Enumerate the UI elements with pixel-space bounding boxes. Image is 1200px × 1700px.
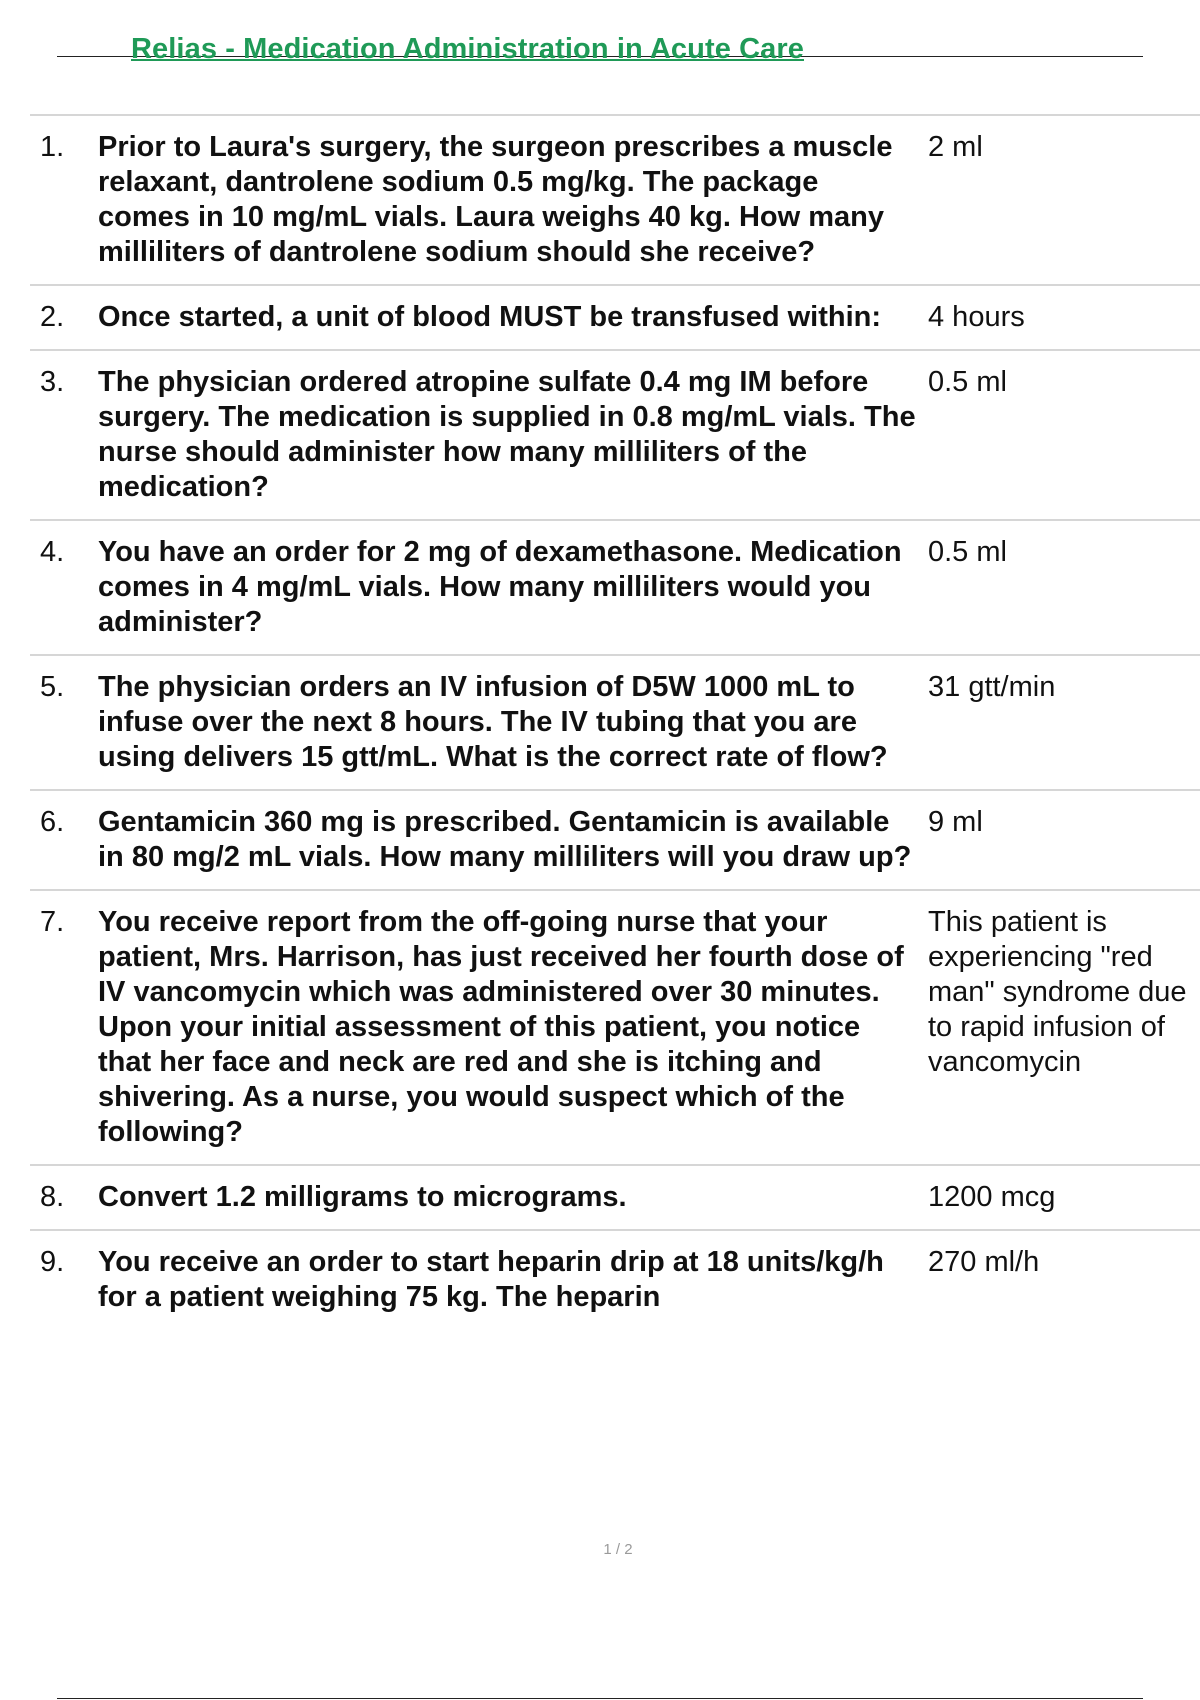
answer-text: 31 gtt/min (928, 671, 1056, 703)
footer-rule (57, 1698, 1143, 1699)
document-title: Relias - Medication Administration in Acute Care (131, 33, 804, 65)
question-text: You receive report from the off-going nurse that your patient, Mrs. Harrison, has just received her fourth dose of IV vancomycin which was administered over 30 minutes. Upon your initial assessment of this patient, you notice that her face and neck are red and she is itching and shivering. As a nurse, you would suspect which of the following? (98, 906, 904, 1148)
qa-row (30, 1229, 1200, 1315)
qa-row (30, 1164, 1200, 1229)
question-number: 8. (40, 1181, 65, 1213)
answer-text: 0.5 ml (928, 366, 1007, 398)
question-number: 1. (40, 131, 65, 163)
qa-row (30, 889, 1200, 1164)
answer-text: 0.5 ml (928, 536, 1007, 568)
answer-text: This patient is experiencing "red man" syndrome due to rapid infusion of vancomycin (928, 906, 1187, 1078)
answer-text: 2 ml (928, 131, 983, 163)
question-number: 6. (40, 806, 65, 838)
question-number: 9. (40, 1246, 65, 1278)
answer-text: 270 ml/h (928, 1246, 1040, 1278)
qa-row (30, 349, 1200, 519)
qa-row (30, 114, 1200, 284)
qa-row (30, 789, 1200, 889)
question-text: The physician orders an IV infusion of D5W 1000 mL to infuse over the next 8 hours. The IV tubing that you are using delivers 15 gtt/mL. What is the correct rate of flow? (98, 671, 888, 773)
question-number: 7. (40, 906, 65, 938)
answer-text: 4 hours (928, 301, 1025, 333)
question-text: Convert 1.2 milligrams to micrograms. (98, 1181, 627, 1213)
question-text: You receive an order to start heparin drip at 18 units/kg/h for a patient weighing 75 kg. The heparin (98, 1246, 884, 1313)
qa-list (30, 114, 1200, 1315)
question-number: 5. (40, 671, 65, 703)
question-number: 3. (40, 366, 65, 398)
page-number: 1 / 2 (603, 1541, 633, 1558)
qa-row (30, 519, 1200, 654)
qa-row (30, 284, 1200, 349)
question-text: The physician ordered atropine sulfate 0.4 mg IM before surgery. The medication is supplied in 0.8 mg/mL vials. The nurse should administer how many milliliters of the medication? (98, 366, 916, 503)
answer-text: 1200 mcg (928, 1181, 1056, 1213)
question-text: Prior to Laura's surgery, the surgeon prescribes a muscle relaxant, dantrolene sodium 0.5 mg/kg. The package comes in 10 mg/mL vials. Laura weighs 40 kg. How many milliliters of dantrolene sodium should she receive? (98, 131, 893, 268)
qa-row (30, 654, 1200, 789)
question-number: 4. (40, 536, 65, 568)
question-text: You have an order for 2 mg of dexamethasone. Medication comes in 4 mg/mL vials. How many milliliters would you administer? (98, 536, 902, 638)
question-text: Gentamicin 360 mg is prescribed. Gentamicin is available in 80 mg/2 mL vials. How many milliliters will you draw up? (98, 806, 912, 873)
question-text: Once started, a unit of blood MUST be transfused within: (98, 301, 882, 333)
answer-text: 9 ml (928, 806, 983, 838)
question-number: 2. (40, 301, 65, 333)
